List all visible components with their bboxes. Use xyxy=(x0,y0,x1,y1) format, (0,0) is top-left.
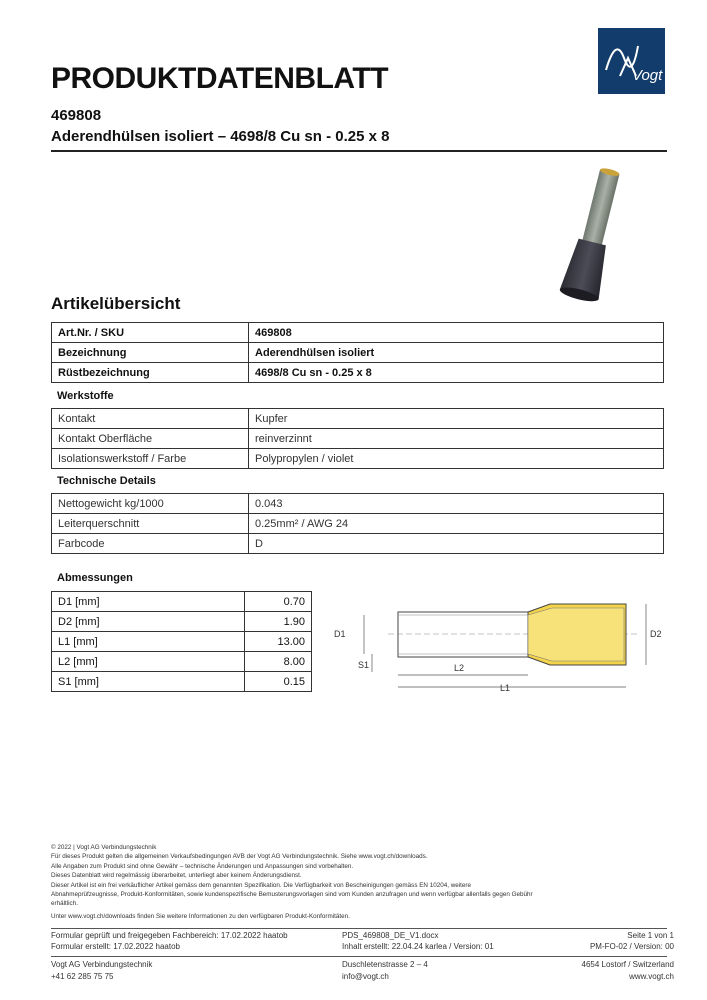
table-cell-label: S1 [mm] xyxy=(52,672,245,692)
table-cell-label: Kontakt Oberfläche xyxy=(52,429,249,449)
table-row xyxy=(52,672,312,692)
footer-line: Abnahmeprüfzeugnisse, Produkt-Konformitäten, sowie kundenspezifische Bemusterungsvorlagen sind vom Kunden anzufragen und wenn verfügbar allenfalls gegen Gebühr xyxy=(51,891,533,899)
table-row xyxy=(52,429,664,449)
table-cell-value: D xyxy=(249,534,664,554)
drawing-label-s1: S1 xyxy=(358,660,370,670)
technical-drawing xyxy=(328,590,668,695)
table-cell-value: 0.25mm² / AWG 24 xyxy=(249,514,664,534)
table-row xyxy=(52,494,664,514)
document-name: PDS_469808_DE_V1.docx xyxy=(342,931,439,940)
header-divider xyxy=(51,150,667,152)
table-row xyxy=(52,363,664,383)
footer-line: Alle Angaben zum Produkt sind ohne Gewähr – technische Änderungen und Anpassungen sind vorbehalten. xyxy=(51,862,354,870)
company-city: 4654 Lostorf / Switzerland xyxy=(581,960,674,969)
form-version: PM-FO-02 / Version: 00 xyxy=(589,942,674,951)
table-cell-value: 0.043 xyxy=(249,494,664,514)
table-cell-label: D2 [mm] xyxy=(52,612,245,632)
table-cell-value: reinverzinnt xyxy=(249,429,664,449)
footer-line: Dieser Artikel ist ein frei verkäuflicher Artikel gemäss dem genannten Spezifikation. Die Verfügbarkeit von Bescheinigungen gemäss EN 10204, weitere xyxy=(51,881,472,889)
product-subtitle: Aderendhülsen isoliert – 4698/8 Cu sn - 0.25 x 8 xyxy=(51,128,390,145)
table-cell-value: 1.90 xyxy=(245,612,312,632)
table-cell-value: Aderendhülsen isoliert xyxy=(249,343,664,363)
table-cell-label: L2 [mm] xyxy=(52,652,245,672)
table-cell-label: Kontakt xyxy=(52,409,249,429)
vogt-logo xyxy=(598,28,665,94)
footer-line: Dieses Datenblatt wird regelmässig überarbeitet, unterliegt aber keinem Änderungsdienst. xyxy=(51,872,302,880)
footer-line: Unter www.vogt.ch/downloads finden Sie weitere Informationen zu den verfügbaren Produkt-Konformitäten. xyxy=(51,912,350,920)
table-cell-value: 469808 xyxy=(249,323,664,343)
table-cell-label: Art.Nr. / SKU xyxy=(52,323,249,343)
footer-line: erhältlich. xyxy=(51,900,78,908)
table-cell-label: Rüstbezeichnung xyxy=(52,363,249,383)
company-name: Vogt AG Verbindungstechnik xyxy=(51,960,153,969)
article-number: 469808 xyxy=(51,107,102,124)
section-heading-technical: Technische Details xyxy=(57,475,156,487)
table-row xyxy=(52,409,664,429)
table-cell-label: Bezeichnung xyxy=(52,343,249,363)
table-cell-label: Isolationswerkstoff / Farbe xyxy=(52,449,249,469)
table-cell-value: 8.00 xyxy=(245,652,312,672)
technical-table xyxy=(51,493,664,554)
table-cell-value: 13.00 xyxy=(245,632,312,652)
table-cell-value: 4698/8 Cu sn - 0.25 x 8 xyxy=(249,363,664,383)
table-row xyxy=(52,534,664,554)
materials-table xyxy=(51,408,664,469)
table-row xyxy=(52,343,664,363)
form-created: Formular erstellt: 17.02.2022 haatob xyxy=(51,942,180,951)
drawing-label-l1: L1 xyxy=(500,683,511,693)
dimensions-table xyxy=(51,591,312,692)
table-cell-value: 0.70 xyxy=(245,592,312,612)
company-phone: +41 62 285 75 75 xyxy=(51,972,114,981)
table-row xyxy=(52,612,312,632)
logo-text: Vogt xyxy=(632,67,663,84)
table-cell-label: Farbcode xyxy=(52,534,249,554)
page-number: Seite 1 von 1 xyxy=(627,931,674,940)
footer-legal xyxy=(51,843,671,921)
company-street: Duschletenstrasse 2 – 4 xyxy=(342,960,428,969)
company-email[interactable]: info@vogt.ch xyxy=(342,972,389,981)
footer-divider xyxy=(51,956,667,957)
table-row xyxy=(52,449,664,469)
content-created: Inhalt erstellt: 22.04.24 karlea / Version: 01 xyxy=(342,942,494,951)
table-row xyxy=(52,592,312,612)
form-approval: Formular geprüft und freigegeben Fachbereich: 17.02.2022 haatob xyxy=(51,931,288,940)
table-row xyxy=(52,323,664,343)
table-cell-value: 0.15 xyxy=(245,672,312,692)
table-cell-value: Polypropylen / violet xyxy=(249,449,664,469)
drawing-label-l2: L2 xyxy=(454,663,465,673)
overview-table xyxy=(51,322,664,383)
section-heading-dimensions: Abmessungen xyxy=(57,572,133,584)
table-cell-value: Kupfer xyxy=(249,409,664,429)
footer-line: © 2022 | Vogt AG Verbindungstechnik xyxy=(51,844,157,851)
section-heading-overview: Artikelübersicht xyxy=(51,294,181,313)
table-row xyxy=(52,652,312,672)
product-image xyxy=(522,158,632,308)
table-cell-label: L1 [mm] xyxy=(52,632,245,652)
table-cell-label: Nettogewicht kg/1000 xyxy=(52,494,249,514)
footer-line: Für dieses Produkt gelten die allgemeinen Verkaufsbedingungen AVB der Vogt AG Verbindungstechnik. Siehe www.vogt.ch/downloads. xyxy=(51,853,428,861)
table-row xyxy=(52,632,312,652)
table-cell-label: Leiterquerschnitt xyxy=(52,514,249,534)
drawing-label-d2: D2 xyxy=(650,629,662,639)
page-title: PRODUKTDATENBLATT xyxy=(51,62,389,95)
table-cell-label: D1 [mm] xyxy=(52,592,245,612)
vogt-logo-mark xyxy=(598,28,665,94)
section-heading-materials: Werkstoffe xyxy=(57,390,114,402)
table-row xyxy=(52,514,664,534)
drawing-label-d1: D1 xyxy=(334,629,346,639)
footer-divider xyxy=(51,928,667,929)
company-website[interactable]: www.vogt.ch xyxy=(629,972,674,981)
